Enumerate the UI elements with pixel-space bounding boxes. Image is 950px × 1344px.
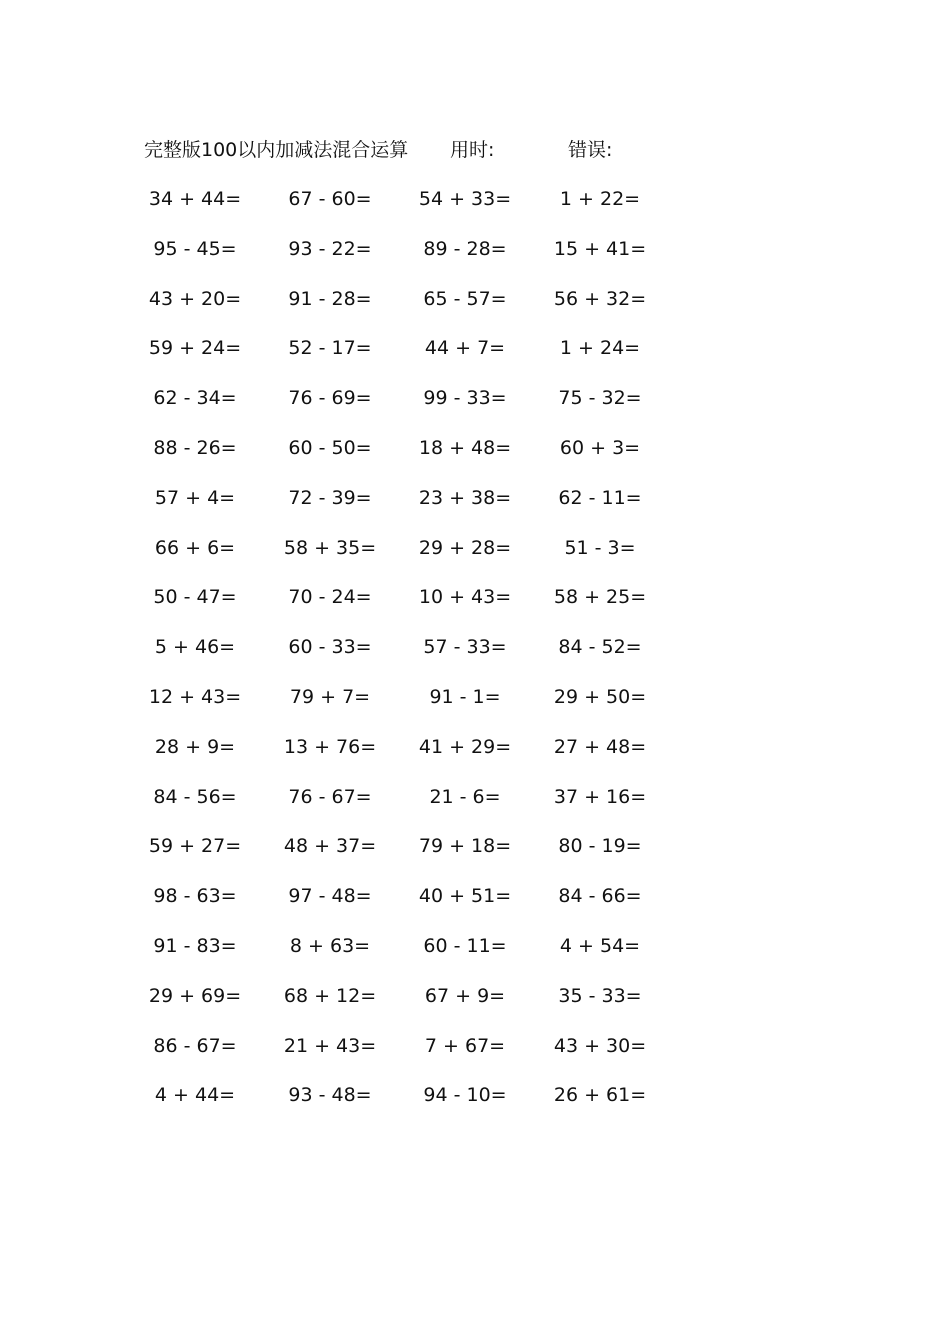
math-problem: 80 - 19= [558, 835, 642, 858]
math-problem: 7 + 67= [424, 1034, 506, 1057]
math-problem: 54 + 33= [418, 188, 512, 210]
math-problem: 28 + 9= [154, 735, 236, 758]
math-problem: 60 - 11= [423, 934, 507, 957]
math-problem: 50 - 47= [153, 586, 237, 609]
math-problem: 43 + 30= [553, 1034, 647, 1057]
problem-row [140, 981, 660, 1031]
problem-row [140, 881, 660, 931]
math-problem: 67 - 60= [288, 188, 372, 210]
problem-row [140, 831, 660, 881]
math-problem: 56 + 32= [553, 287, 647, 310]
math-problem: 59 + 27= [148, 835, 242, 858]
math-problem: 67 + 9= [424, 984, 506, 1007]
math-problem: 8 + 63= [289, 934, 371, 957]
math-problem: 37 + 16= [553, 785, 647, 808]
error-label: 错误: [568, 139, 613, 161]
math-problem: 23 + 38= [418, 486, 512, 509]
math-problem: 68 + 12= [283, 984, 377, 1007]
math-problem: 27 + 48= [553, 735, 647, 758]
math-problem: 5 + 46= [154, 636, 236, 659]
math-problem: 95 - 45= [153, 237, 237, 260]
problem-row [140, 931, 660, 981]
math-problem: 93 - 48= [288, 1084, 372, 1107]
problem-row [140, 582, 660, 632]
problem-row [140, 682, 660, 732]
math-problem: 72 - 39= [288, 486, 372, 509]
math-problem: 35 - 33= [558, 984, 642, 1007]
math-problem: 60 - 33= [288, 636, 372, 659]
math-problem: 51 - 3= [564, 536, 636, 559]
problem-row [140, 184, 660, 234]
math-problem: 1 + 24= [559, 337, 641, 360]
problem-row [140, 632, 660, 682]
math-problem: 75 - 32= [558, 387, 642, 410]
math-problem: 21 + 43= [283, 1034, 377, 1057]
math-problem: 76 - 69= [288, 387, 372, 410]
math-problem: 29 + 28= [418, 536, 512, 559]
math-problem: 84 - 52= [558, 636, 642, 659]
math-problem: 86 - 67= [153, 1034, 237, 1057]
math-problem: 93 - 22= [288, 237, 372, 260]
math-problem: 91 - 1= [429, 685, 501, 708]
problem-row [140, 1031, 660, 1081]
worksheet-title: 完整版100以内加减法混合运算 [144, 139, 409, 161]
math-problem: 99 - 33= [423, 387, 507, 410]
math-problem: 29 + 69= [148, 984, 242, 1007]
problem-row [140, 333, 660, 383]
math-problem: 12 + 43= [148, 685, 242, 708]
math-problem: 89 - 28= [423, 237, 507, 260]
math-problem: 26 + 61= [553, 1084, 647, 1107]
math-problem: 60 + 3= [559, 436, 641, 459]
math-problem: 29 + 50= [553, 685, 647, 708]
math-problem: 58 + 35= [283, 536, 377, 559]
worksheet-header [144, 136, 704, 164]
problem-row [140, 383, 660, 433]
math-problem: 79 + 18= [418, 835, 512, 858]
math-problem: 84 - 56= [153, 785, 237, 808]
math-problem: 4 + 44= [154, 1084, 236, 1107]
problem-row [140, 433, 660, 483]
math-problem: 57 + 4= [154, 486, 236, 509]
math-problem: 84 - 66= [558, 885, 642, 908]
problem-row [140, 483, 660, 533]
time-label: 用时: [450, 139, 495, 161]
math-problem: 94 - 10= [423, 1084, 507, 1107]
math-problem: 15 + 41= [553, 237, 647, 260]
math-problem: 48 + 37= [283, 835, 377, 858]
math-problem: 70 - 24= [288, 586, 372, 609]
math-problem: 52 - 17= [288, 337, 372, 360]
math-problem: 21 - 6= [429, 785, 501, 808]
problem-row [140, 732, 660, 782]
math-problem: 66 + 6= [154, 536, 236, 559]
math-problem: 98 - 63= [153, 885, 237, 908]
math-problem: 65 - 57= [423, 287, 507, 310]
math-problem: 41 + 29= [418, 735, 512, 758]
problem-grid [140, 184, 660, 1130]
math-problem: 79 + 7= [289, 685, 371, 708]
problem-row [140, 1080, 660, 1130]
math-problem: 40 + 51= [418, 885, 512, 908]
math-problem: 97 - 48= [288, 885, 372, 908]
math-problem: 43 + 20= [148, 287, 242, 310]
math-problem: 57 - 33= [423, 636, 507, 659]
math-problem: 10 + 43= [418, 586, 512, 609]
problem-row [140, 284, 660, 334]
math-problem: 18 + 48= [418, 436, 512, 459]
problem-row [140, 234, 660, 284]
math-problem: 62 - 11= [558, 486, 642, 509]
math-problem: 58 + 25= [553, 586, 647, 609]
math-problem: 91 - 83= [153, 934, 237, 957]
problem-row [140, 782, 660, 832]
math-problem: 44 + 7= [424, 337, 506, 360]
math-problem: 4 + 54= [559, 934, 641, 957]
math-problem: 59 + 24= [148, 337, 242, 360]
math-problem: 1 + 22= [559, 188, 641, 210]
math-problem: 60 - 50= [288, 436, 372, 459]
math-problem: 76 - 67= [288, 785, 372, 808]
math-problem: 91 - 28= [288, 287, 372, 310]
math-problem: 88 - 26= [153, 436, 237, 459]
math-problem: 62 - 34= [153, 387, 237, 410]
problem-row [140, 533, 660, 583]
math-problem: 13 + 76= [283, 735, 377, 758]
math-problem: 34 + 44= [148, 188, 242, 210]
